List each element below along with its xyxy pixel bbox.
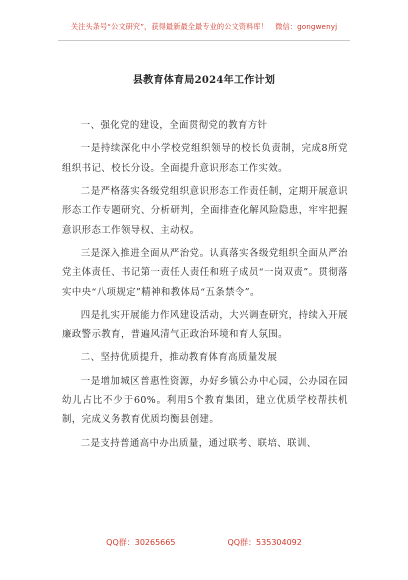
header-divider [58, 40, 350, 41]
qq-group-1: QQ群：30265665 [106, 538, 176, 547]
contact-footer [0, 537, 408, 548]
body-paragraph: 三是深入推进全面从严治党。认真落实各级党组织全面从严治党主体责任、书记第一责任人责任和班子成员“一岗双责”。贯彻落实中央“八项规定”精神和教体局“五条禁令”。 [62, 247, 348, 298]
body-paragraph: 一是增加城区普惠性资源，办好乡镇公办中心园，公办园在园幼儿占比不少于60%。利用5个教育集团，建立优质学校帮扶机制，完成义务教育优质均衡县创建。 [62, 375, 348, 426]
body-paragraph: 二是支持普通高中办出质量，通过联考、联培、联训、 [80, 437, 317, 449]
promo-banner: 关注头条号“公文研究”，获得最新最全最专业的公文资料库！ 微信：gongwenyj [70, 22, 338, 31]
body-paragraph: 一是持续深化中小学校党组织领导的校长负责制，完成8所党组织书记、校长分设。全面提升意识形态工作实效。 [62, 143, 348, 174]
section-heading-2: 二、坚持优质提升，推动教育体育高质量发展 [80, 352, 278, 364]
qq-group-2: QQ群：535304092 [227, 538, 302, 547]
document-body [62, 116, 348, 457]
document-title: 县教育体育局2024年工作计划 [132, 75, 276, 86]
body-paragraph: 四是扎实开展能力作风建设活动，大兴调查研究，持续入开展廉政警示教育，普遍风清气正政治环境和育人氛围。 [62, 309, 348, 341]
body-paragraph: 二是严格落实各级党组织意识形态工作责任制，定期开展意识形态工作专题研究、分析研判，全面排查化解风险隐患，牢牢把握意识形态工作领导权、主动权。 [62, 185, 348, 236]
section-heading-1: 一、强化党的建设，全面贯彻党的教育方针 [80, 120, 268, 131]
